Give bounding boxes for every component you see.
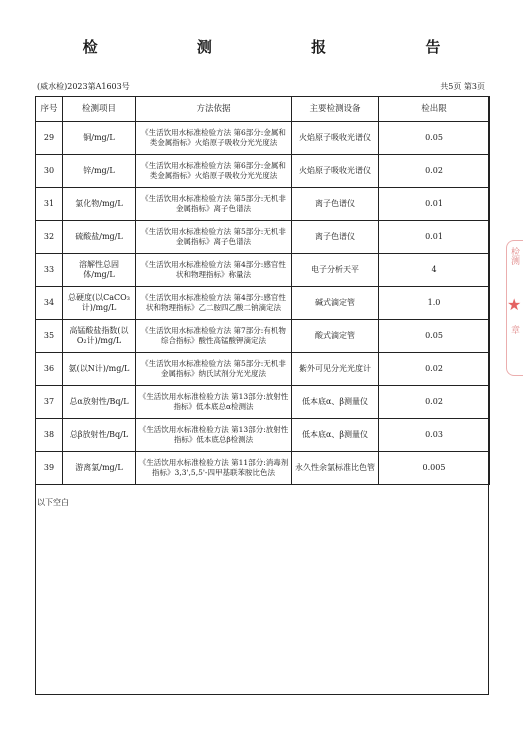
row-limit: 0.05 [379, 320, 490, 353]
row-limit: 1.0 [379, 287, 490, 320]
report-title: 检 测 报 告 [82, 38, 488, 56]
table-header-row [36, 97, 490, 122]
row-no: 33 [36, 254, 63, 287]
row-limit: 0.02 [379, 386, 490, 419]
row-equipment: 碱式滴定管 [292, 287, 379, 320]
row-method: 《生活饮用水标准检验方法 第7部分:有机物综合指标》酸性高锰酸钾滴定法 [136, 320, 292, 353]
row-item: 硫酸盐/mg/L [63, 221, 136, 254]
row-method: 《生活饮用水标准检验方法 第5部分:无机非金属指标》纳氏试剂分光光度法 [136, 353, 292, 386]
row-no: 36 [36, 353, 63, 386]
row-no: 38 [36, 419, 63, 452]
row-no: 39 [36, 452, 63, 485]
row-no: 35 [36, 320, 63, 353]
table-row [36, 221, 490, 254]
stamp-text-bottom: 章 [509, 325, 519, 334]
table-row [36, 188, 490, 221]
table-row [36, 155, 490, 188]
inspection-seal-stamp [506, 240, 523, 376]
table-row [36, 419, 490, 452]
row-limit: 0.005 [379, 452, 490, 485]
table-row [36, 122, 490, 155]
results-table [35, 96, 490, 485]
stamp-text-top: 检测 [509, 247, 519, 265]
row-no: 32 [36, 221, 63, 254]
col-header-method: 方法依据 [136, 97, 292, 122]
col-header-equipment: 主要检测设备 [292, 97, 379, 122]
row-method: 《生活饮用水标准检验方法 第5部分:无机非金属指标》离子色谱法 [136, 221, 292, 254]
row-method: 《生活饮用水标准检验方法 第13部分:放射性指标》低本底总β检测法 [136, 419, 292, 452]
table-row [36, 386, 490, 419]
row-limit: 0.03 [379, 419, 490, 452]
row-item: 高锰酸盐指数(以O₂计)/mg/L [63, 320, 136, 353]
row-no: 34 [36, 287, 63, 320]
row-equipment: 离子色谱仪 [292, 188, 379, 221]
row-item: 游离氯/mg/L [63, 452, 136, 485]
row-equipment: 紫外可见分光光度计 [292, 353, 379, 386]
row-limit: 0.05 [379, 122, 490, 155]
row-item: 总硬度(以CaCO₃计)/mg/L [63, 287, 136, 320]
report-number: (威水检)2023第A1603号 [37, 82, 130, 91]
row-item: 总β放射性/Bq/L [63, 419, 136, 452]
row-limit: 0.02 [379, 155, 490, 188]
col-header-no: 序号 [36, 97, 63, 122]
row-equipment: 火焰原子吸收光谱仪 [292, 155, 379, 188]
row-no: 30 [36, 155, 63, 188]
table-row [36, 353, 490, 386]
row-method: 《生活饮用水标准检验方法 第13部分:放射性指标》低本底总α检测法 [136, 386, 292, 419]
row-equipment: 低本底α、β测量仪 [292, 386, 379, 419]
row-item: 氨(以N计)/mg/L [63, 353, 136, 386]
star-icon: ★ [507, 295, 522, 314]
row-method: 《生活饮用水标准检验方法 第5部分:无机非金属指标》离子色谱法 [136, 188, 292, 221]
row-equipment: 酸式滴定管 [292, 320, 379, 353]
blank-below-note: 以下空白 [37, 498, 69, 507]
table-row [36, 287, 490, 320]
row-no: 31 [36, 188, 63, 221]
table-row [36, 320, 490, 353]
row-method: 《生活饮用水标准检验方法 第6部分:金属和类金属指标》火焰原子吸收分光光度法 [136, 122, 292, 155]
row-item: 氯化物/mg/L [63, 188, 136, 221]
row-limit: 4 [379, 254, 490, 287]
row-equipment: 低本底α、β测量仪 [292, 419, 379, 452]
row-equipment: 离子色谱仪 [292, 221, 379, 254]
row-equipment: 电子分析天平 [292, 254, 379, 287]
row-equipment: 永久性余氯标准比色管 [292, 452, 379, 485]
row-no: 37 [36, 386, 63, 419]
row-method: 《生活饮用水标准检验方法 第4部分:感官性状和物理指标》称量法 [136, 254, 292, 287]
row-method: 《生活饮用水标准检验方法 第4部分:感官性状和物理指标》乙二胺四乙酸二钠滴定法 [136, 287, 292, 320]
row-item: 溶解性总固体/mg/L [63, 254, 136, 287]
row-limit: 0.02 [379, 353, 490, 386]
col-header-limit: 检出限 [379, 97, 490, 122]
row-item: 铜/mg/L [63, 122, 136, 155]
row-limit: 0.01 [379, 221, 490, 254]
row-method: 《生活饮用水标准检验方法 第11部分:消毒剂指标》3,3',5,5'-四甲基联苯胺比色法 [136, 452, 292, 485]
page-info: 共5页 第3页 [440, 82, 485, 91]
row-item: 锌/mg/L [63, 155, 136, 188]
row-equipment: 火焰原子吸收光谱仪 [292, 122, 379, 155]
table-row [36, 254, 490, 287]
table-row [36, 452, 490, 485]
row-method: 《生活饮用水标准检验方法 第6部分:金属和类金属指标》火焰原子吸收分光光度法 [136, 155, 292, 188]
row-limit: 0.01 [379, 188, 490, 221]
col-header-item: 检测项目 [63, 97, 136, 122]
row-no: 29 [36, 122, 63, 155]
row-item: 总α放射性/Bq/L [63, 386, 136, 419]
